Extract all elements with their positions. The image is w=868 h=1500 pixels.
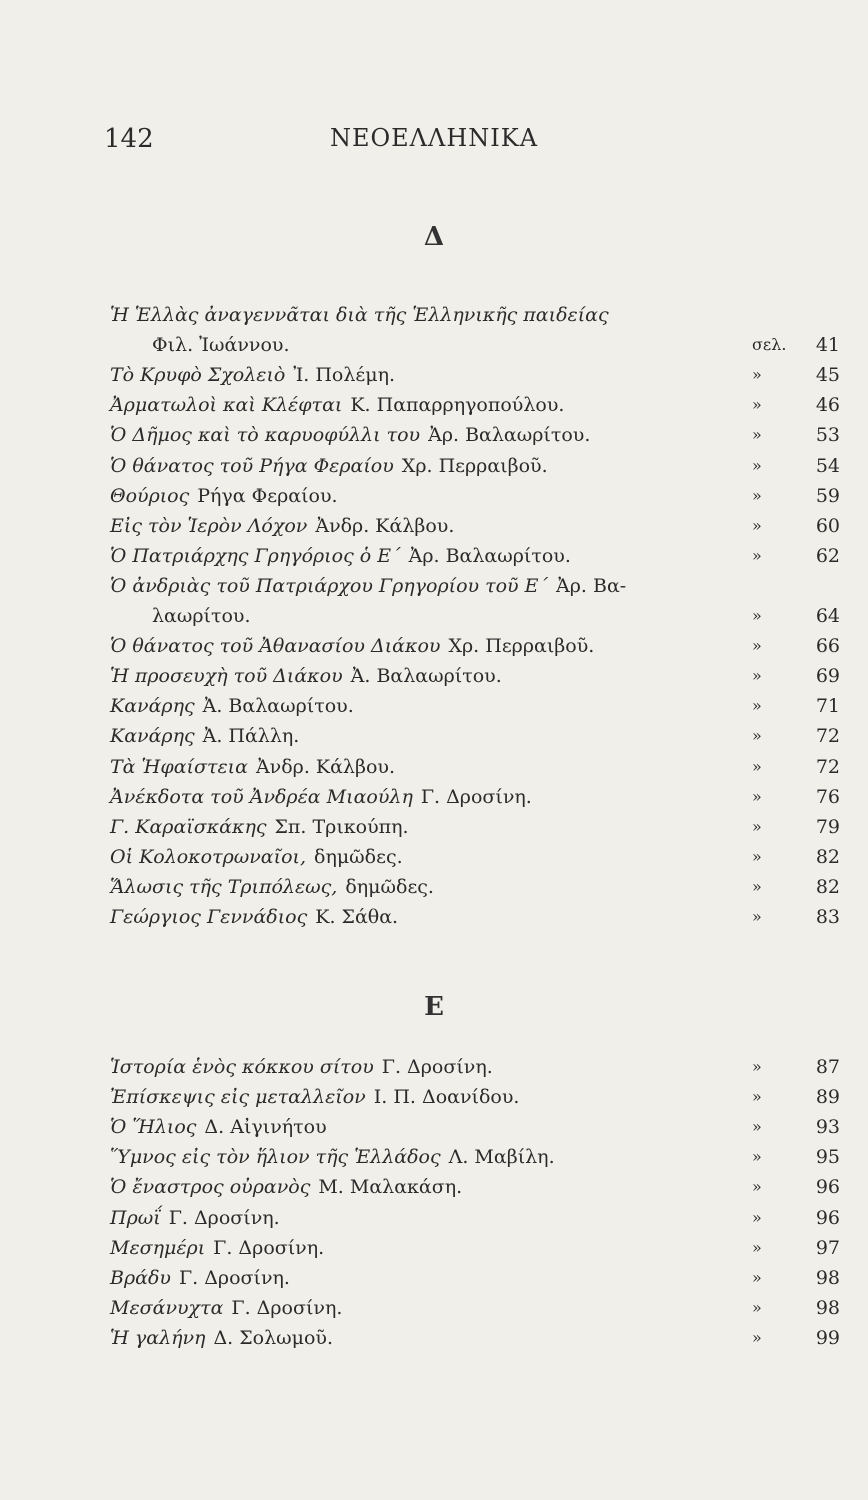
entry-title: Εἰς τὸν Ἱερὸν Λόχον bbox=[110, 514, 308, 537]
toc-entry bbox=[110, 691, 840, 721]
entry-ditto-mark: » bbox=[752, 425, 762, 445]
entry-ditto-mark: » bbox=[752, 1147, 762, 1167]
entry-title: Κανάρης bbox=[110, 695, 195, 718]
entry-author: δημῶδες. bbox=[314, 845, 403, 868]
entry-title: Ἡ γαλήνη bbox=[110, 1326, 206, 1349]
entry-ditto-mark: » bbox=[752, 1237, 762, 1257]
toc-entry bbox=[110, 721, 840, 751]
entry-page-number: 71 bbox=[815, 695, 840, 718]
entry-author: Γ. Δροσίνη. bbox=[178, 1266, 290, 1289]
running-title: ΝΕΟΕΛΛΗΝΙΚΑ bbox=[329, 124, 539, 152]
entry-author: Ἀρ. Βα- bbox=[556, 574, 627, 597]
entry-author: Ἀνδρ. Κάλβου. bbox=[255, 755, 395, 778]
toc-entry bbox=[110, 330, 840, 360]
toc-entry bbox=[110, 1263, 840, 1293]
entry-author: Ἀρ. Βαλαωρίτου. bbox=[428, 424, 591, 447]
entry-title: Ἡ προσευχὴ τοῦ Διάκου bbox=[110, 665, 343, 688]
toc-entry bbox=[110, 1172, 840, 1202]
entry-page-number: 79 bbox=[815, 815, 840, 838]
entry-author: Ἀ. Πάλλη. bbox=[202, 725, 300, 748]
entry-title: Γεώργιος Γεννάδιος bbox=[110, 906, 308, 928]
entry-page-number: 72 bbox=[815, 725, 840, 748]
toc-entry bbox=[110, 1112, 840, 1142]
toc-entry bbox=[110, 1142, 840, 1172]
entry-ditto-mark: » bbox=[752, 786, 762, 806]
entry-title: Ἀνέκδοτα τοῦ Ἀνδρέα Μιαούλη bbox=[110, 785, 413, 808]
entry-title: Κανάρης bbox=[110, 725, 195, 748]
entry-author: Δ. Σολωμοῦ. bbox=[213, 1326, 334, 1349]
entry-title: Οἱ Κολοκοτρωναῖοι, bbox=[110, 845, 307, 868]
toc-entry bbox=[110, 541, 840, 571]
entry-ditto-mark: » bbox=[752, 636, 762, 656]
entry-ditto-mark: » bbox=[752, 846, 762, 866]
entry-ditto-mark: » bbox=[752, 606, 762, 625]
entry-ditto-mark: » bbox=[752, 756, 762, 776]
entry-title: Βράδυ bbox=[110, 1266, 171, 1289]
entry-title: Ὁ Πατριάρχης Γρηγόριος ὁ Ε΄ bbox=[110, 544, 401, 567]
entry-title: Πρωΐ bbox=[110, 1206, 161, 1229]
toc-entry bbox=[110, 300, 840, 330]
entry-author: Γ. Δροσίνη. bbox=[213, 1236, 325, 1259]
entry-title: Ὁ ἀνδριὰς τοῦ Πατριάρχου Γρηγορίου τοῦ Ε΄ bbox=[110, 574, 549, 597]
entry-title: Ὁ θάνατος τοῦ Ρήγα Φεραίου bbox=[110, 454, 394, 477]
entry-ditto-mark: » bbox=[752, 816, 762, 836]
entry-author: Δ. Αἰγινήτου bbox=[204, 1116, 327, 1139]
toc-entry bbox=[110, 842, 840, 872]
entry-title: λαωρίτου. bbox=[152, 605, 251, 627]
entry-page-number: 62 bbox=[815, 544, 840, 567]
entry-author: Ἀ. Βαλαωρίτου. bbox=[202, 695, 354, 718]
toc-entry bbox=[110, 661, 840, 691]
entry-page-number: 97 bbox=[815, 1236, 840, 1259]
entry-ditto-mark: » bbox=[752, 907, 762, 926]
entry-author: Ρήγα Φεραίου. bbox=[197, 484, 338, 507]
entry-ditto-mark: » bbox=[752, 1087, 762, 1107]
entry-title: Τὰ Ἡφαίστεια bbox=[110, 755, 248, 778]
toc-entry bbox=[110, 360, 840, 390]
entry-page-number: 59 bbox=[815, 484, 840, 507]
entry-page-number: 69 bbox=[815, 665, 840, 688]
entry-page-number: 96 bbox=[815, 1206, 840, 1229]
entry-page-number: 93 bbox=[815, 1116, 840, 1139]
toc-entry bbox=[110, 1233, 840, 1263]
entry-author: Ἀρ. Βαλαωρίτου. bbox=[408, 544, 571, 567]
entry-author: Γ. Δροσίνη. bbox=[420, 785, 532, 808]
entry-ditto-mark: » bbox=[752, 455, 762, 475]
entry-author: Ἀνδρ. Κάλβου. bbox=[315, 514, 455, 537]
entry-author: Λ. Μαβίλη. bbox=[448, 1146, 555, 1169]
entry-title: Μεσάνυχτα bbox=[110, 1296, 224, 1319]
entry-ditto-mark: » bbox=[752, 1327, 762, 1347]
entry-title: Ὁ θάνατος τοῦ Ἀθανασίου Διάκου bbox=[110, 635, 441, 658]
toc-entry bbox=[110, 1323, 840, 1353]
entry-title: Θούριος bbox=[110, 484, 190, 507]
entry-page-number: 82 bbox=[815, 845, 840, 868]
entry-author: Κ. Παπαρρηγοπούλου. bbox=[350, 394, 565, 417]
toc-entry bbox=[110, 601, 840, 631]
entry-page-number: 46 bbox=[815, 394, 840, 417]
entry-page-number: 89 bbox=[815, 1086, 840, 1109]
section-mark: Ε bbox=[424, 992, 444, 1022]
entry-author: Χρ. Περραιβοῦ. bbox=[401, 454, 548, 477]
entry-title: Φιλ. Ἰωάννου. bbox=[152, 334, 290, 357]
entry-ditto-mark: » bbox=[752, 696, 762, 716]
entry-page-number: 87 bbox=[815, 1056, 840, 1078]
entry-ditto-mark: » bbox=[752, 1267, 762, 1287]
entry-ditto-mark: » bbox=[752, 1297, 762, 1317]
entry-ditto-mark: » bbox=[752, 395, 762, 415]
entry-ditto-mark: » bbox=[752, 876, 762, 896]
entry-page-number: 53 bbox=[815, 424, 840, 447]
entry-title: Τὸ Κρυφὸ Σχολειὸ bbox=[110, 364, 286, 387]
entry-ditto-mark: » bbox=[752, 515, 762, 535]
entry-title: Ὕμνος εἰς τὸν ἥλιον τῆς Ἑλλάδος bbox=[110, 1146, 441, 1169]
entry-page-number: 98 bbox=[815, 1266, 840, 1289]
entry-ditto-mark: » bbox=[752, 1057, 762, 1076]
entry-page-number: 76 bbox=[815, 785, 840, 808]
entry-ditto-mark: σελ. bbox=[752, 335, 787, 355]
entry-page-number: 99 bbox=[815, 1326, 840, 1349]
entry-page-number: 41 bbox=[815, 334, 840, 357]
entry-title: Μεσημέρι bbox=[110, 1236, 206, 1259]
entry-title: Γ. Καραϊσκάκης bbox=[110, 815, 267, 838]
toc-entry bbox=[110, 782, 840, 812]
entry-title: Ἱστορία ἑνὸς κόκκου σίτου bbox=[110, 1056, 374, 1078]
toc-entry bbox=[110, 451, 840, 481]
entry-page-number: 66 bbox=[815, 635, 840, 658]
entry-author: Χρ. Περραιβοῦ. bbox=[448, 635, 595, 658]
entry-ditto-mark: » bbox=[752, 545, 762, 565]
toc-entry bbox=[110, 1293, 840, 1323]
entry-author: δημῶδες. bbox=[345, 875, 434, 898]
entry-ditto-mark: » bbox=[752, 365, 762, 385]
page-number: 142 bbox=[104, 124, 154, 154]
toc-entry bbox=[110, 812, 840, 842]
entry-title: Ἐπίσκεψις εἰς μεταλλεῖον bbox=[110, 1086, 366, 1109]
toc-entry bbox=[110, 631, 840, 661]
entry-page-number: 54 bbox=[815, 454, 840, 477]
toc-entry bbox=[110, 1052, 840, 1082]
entry-title: Ὁ ἔναστρος οὐρανὸς bbox=[110, 1176, 311, 1199]
entry-ditto-mark: » bbox=[752, 1177, 762, 1197]
entry-page-number: 64 bbox=[815, 605, 840, 627]
entry-author: Σπ. Τρικούπη. bbox=[274, 815, 409, 838]
toc-entry bbox=[110, 420, 840, 450]
entry-author: Γ. Δροσίνη. bbox=[231, 1296, 343, 1319]
entry-ditto-mark: » bbox=[752, 1207, 762, 1227]
entry-page-number: 83 bbox=[815, 906, 840, 928]
toc-entry bbox=[110, 902, 840, 932]
entry-title: Ἡ Ἑλλὰς ἀναγεννᾶται διὰ τῆς Ἑλληνικῆς παιδείας bbox=[110, 304, 609, 326]
entry-title: Ἀρματωλοὶ καὶ Κλέφται bbox=[110, 394, 343, 417]
toc-entry bbox=[110, 752, 840, 782]
entry-title: Ἅλωσις τῆς Τριπόλεως, bbox=[110, 875, 338, 898]
toc-entry bbox=[110, 1203, 840, 1233]
toc-entry bbox=[110, 872, 840, 902]
toc-entry bbox=[110, 481, 840, 511]
entry-author: Ἰ. Πολέμη. bbox=[293, 364, 396, 387]
entry-title: Ὁ Δῆμος καὶ τὸ καρυοφύλλι του bbox=[110, 424, 421, 447]
toc-entry bbox=[110, 390, 840, 420]
entry-page-number: 60 bbox=[815, 514, 840, 537]
entry-author: Γ. Δροσίνη. bbox=[381, 1056, 493, 1078]
section-mark: Δ bbox=[423, 222, 445, 252]
entry-author: Ι. Π. Δοανίδου. bbox=[373, 1086, 520, 1109]
entry-author: Ἀ. Βαλαωρίτου. bbox=[350, 665, 502, 688]
toc-entry bbox=[110, 511, 840, 541]
entry-page-number: 82 bbox=[815, 875, 840, 898]
entry-page-number: 72 bbox=[815, 755, 840, 778]
entry-author: Κ. Σάθα. bbox=[315, 906, 399, 928]
entry-ditto-mark: » bbox=[752, 485, 762, 505]
entry-page-number: 96 bbox=[815, 1176, 840, 1199]
entry-page-number: 45 bbox=[815, 364, 840, 387]
entry-author: Μ. Μαλακάση. bbox=[318, 1176, 463, 1199]
entry-page-number: 98 bbox=[815, 1296, 840, 1319]
entry-ditto-mark: » bbox=[752, 1117, 762, 1137]
entry-ditto-mark: » bbox=[752, 726, 762, 746]
entry-title: Ὁ Ἥλιος bbox=[110, 1116, 197, 1139]
toc-entry bbox=[110, 1082, 840, 1112]
entry-ditto-mark: » bbox=[752, 666, 762, 686]
entry-page-number: 95 bbox=[815, 1146, 840, 1169]
toc-entry bbox=[110, 571, 840, 601]
entry-author: Γ. Δροσίνη. bbox=[168, 1206, 280, 1229]
